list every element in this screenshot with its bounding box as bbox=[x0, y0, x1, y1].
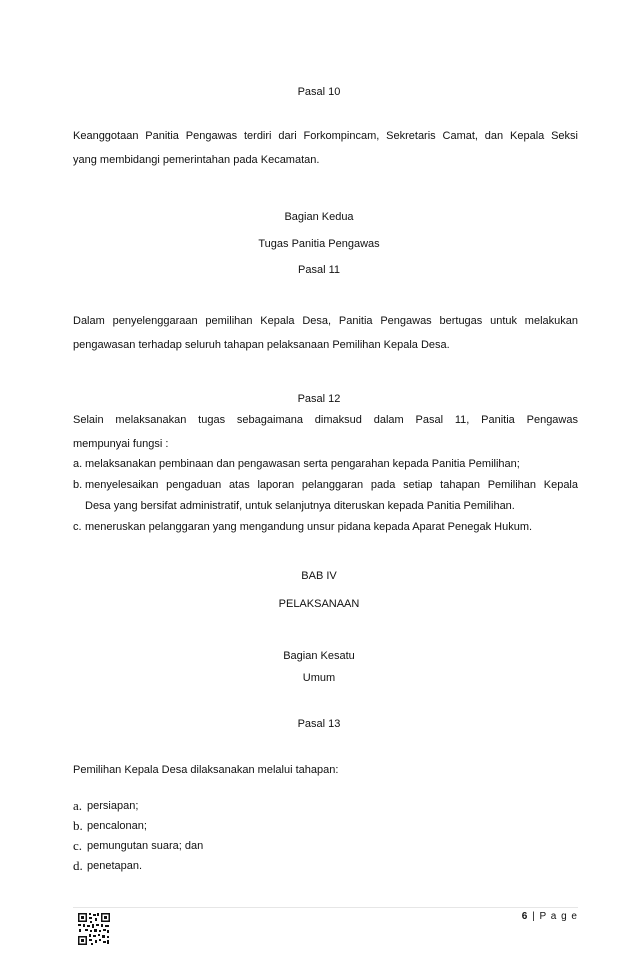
list-item-text bbox=[85, 454, 578, 475]
list-marker: a. bbox=[73, 458, 83, 470]
bagian-kesatu-subheading: Umum bbox=[302, 672, 336, 684]
pasal-12-function-list bbox=[73, 454, 578, 538]
pasal-10-line-1: Keanggotaan Panitia Pengawas terdiri dari Forkompincam, Sekretaris Camat, dan Kepala Seksi bbox=[73, 130, 578, 142]
pasal-11-body bbox=[73, 309, 578, 357]
qr-code-icon bbox=[77, 912, 111, 946]
pasal-10-heading: Pasal 10 bbox=[297, 86, 341, 98]
list-item-text bbox=[85, 517, 578, 538]
list-marker: c. bbox=[73, 838, 83, 853]
bab-heading: BAB IV bbox=[301, 570, 337, 582]
list-item-line: Desa yang bersifat administratif, untuk selanjutnya diteruskan kepada Panitia Pemilihan. bbox=[85, 500, 515, 512]
pasal-10-body bbox=[73, 124, 578, 172]
pasal-11-line-1: Dalam penyelenggaraan pemilihan Kepala Desa, Panitia Pengawas bertugas untuk melakukan bbox=[73, 315, 578, 327]
list-item bbox=[73, 836, 578, 856]
list-marker: b. bbox=[73, 818, 83, 833]
bab-title: PELAKSANAAN bbox=[278, 598, 360, 610]
list-marker: b. bbox=[73, 479, 83, 491]
list-item-line: melaksanakan pembinaan dan pengawasan serta pengarahan kepada Panitia Pemilihan; bbox=[85, 458, 520, 470]
list-item-text: pencalonan; bbox=[87, 820, 147, 832]
list-item-line: menyelesaikan pengaduan atas laporan pelanggaran pada setiap tahapan Pemilihan Kepala bbox=[85, 479, 578, 491]
list-item bbox=[73, 475, 578, 517]
list-item bbox=[73, 517, 578, 538]
pasal-12-intro bbox=[73, 408, 578, 456]
pasal-13-intro bbox=[73, 763, 578, 777]
pasal-10-line-2: yang membidangi pemerintahan pada Kecamatan. bbox=[73, 154, 320, 166]
page-number bbox=[522, 911, 578, 922]
list-item-text: pemungutan suara; dan bbox=[87, 840, 204, 852]
list-item bbox=[73, 454, 578, 475]
pasal-11-heading: Pasal 11 bbox=[298, 264, 340, 276]
list-marker: a. bbox=[73, 798, 83, 813]
list-item bbox=[73, 816, 578, 836]
pasal-11-line-2: pengawasan terhadap seluruh tahapan pelaksanaan Pemilihan Kepala Desa. bbox=[73, 339, 450, 351]
list-item-text bbox=[85, 475, 578, 517]
bagian-kedua-subheading: Tugas Panitia Pengawas bbox=[258, 238, 380, 250]
list-item-line: meneruskan pelanggaran yang mengandung unsur pidana kepada Aparat Penegak Hukum. bbox=[85, 521, 533, 533]
list-marker: c. bbox=[73, 521, 82, 533]
list-item-text: penetapan. bbox=[87, 860, 143, 872]
pasal-12-intro-line-2: mempunyai fungsi : bbox=[73, 438, 169, 450]
pasal-12-intro-line-1: Selain melaksanakan tugas sebagaimana dimaksud dalam Pasal 11, Panitia Pengawas bbox=[73, 414, 578, 426]
page-number-value: 6 bbox=[521, 911, 529, 922]
footer-divider bbox=[73, 907, 578, 908]
bagian-kedua-heading: Bagian Kedua bbox=[284, 211, 354, 223]
list-item bbox=[73, 856, 578, 876]
pasal-13-heading: Pasal 13 bbox=[297, 718, 341, 730]
pasal-12-heading: Pasal 12 bbox=[297, 393, 341, 405]
page-label: | P a g e bbox=[528, 911, 578, 922]
pasal-13-stage-list bbox=[73, 796, 578, 876]
list-item-text: persiapan; bbox=[87, 800, 139, 812]
bagian-kesatu-heading: Bagian Kesatu bbox=[283, 650, 355, 662]
pasal-13-intro-line: Pemilihan Kepala Desa dilaksanakan melalui tahapan: bbox=[73, 764, 339, 776]
list-marker: d. bbox=[73, 858, 83, 873]
list-item bbox=[73, 796, 578, 816]
